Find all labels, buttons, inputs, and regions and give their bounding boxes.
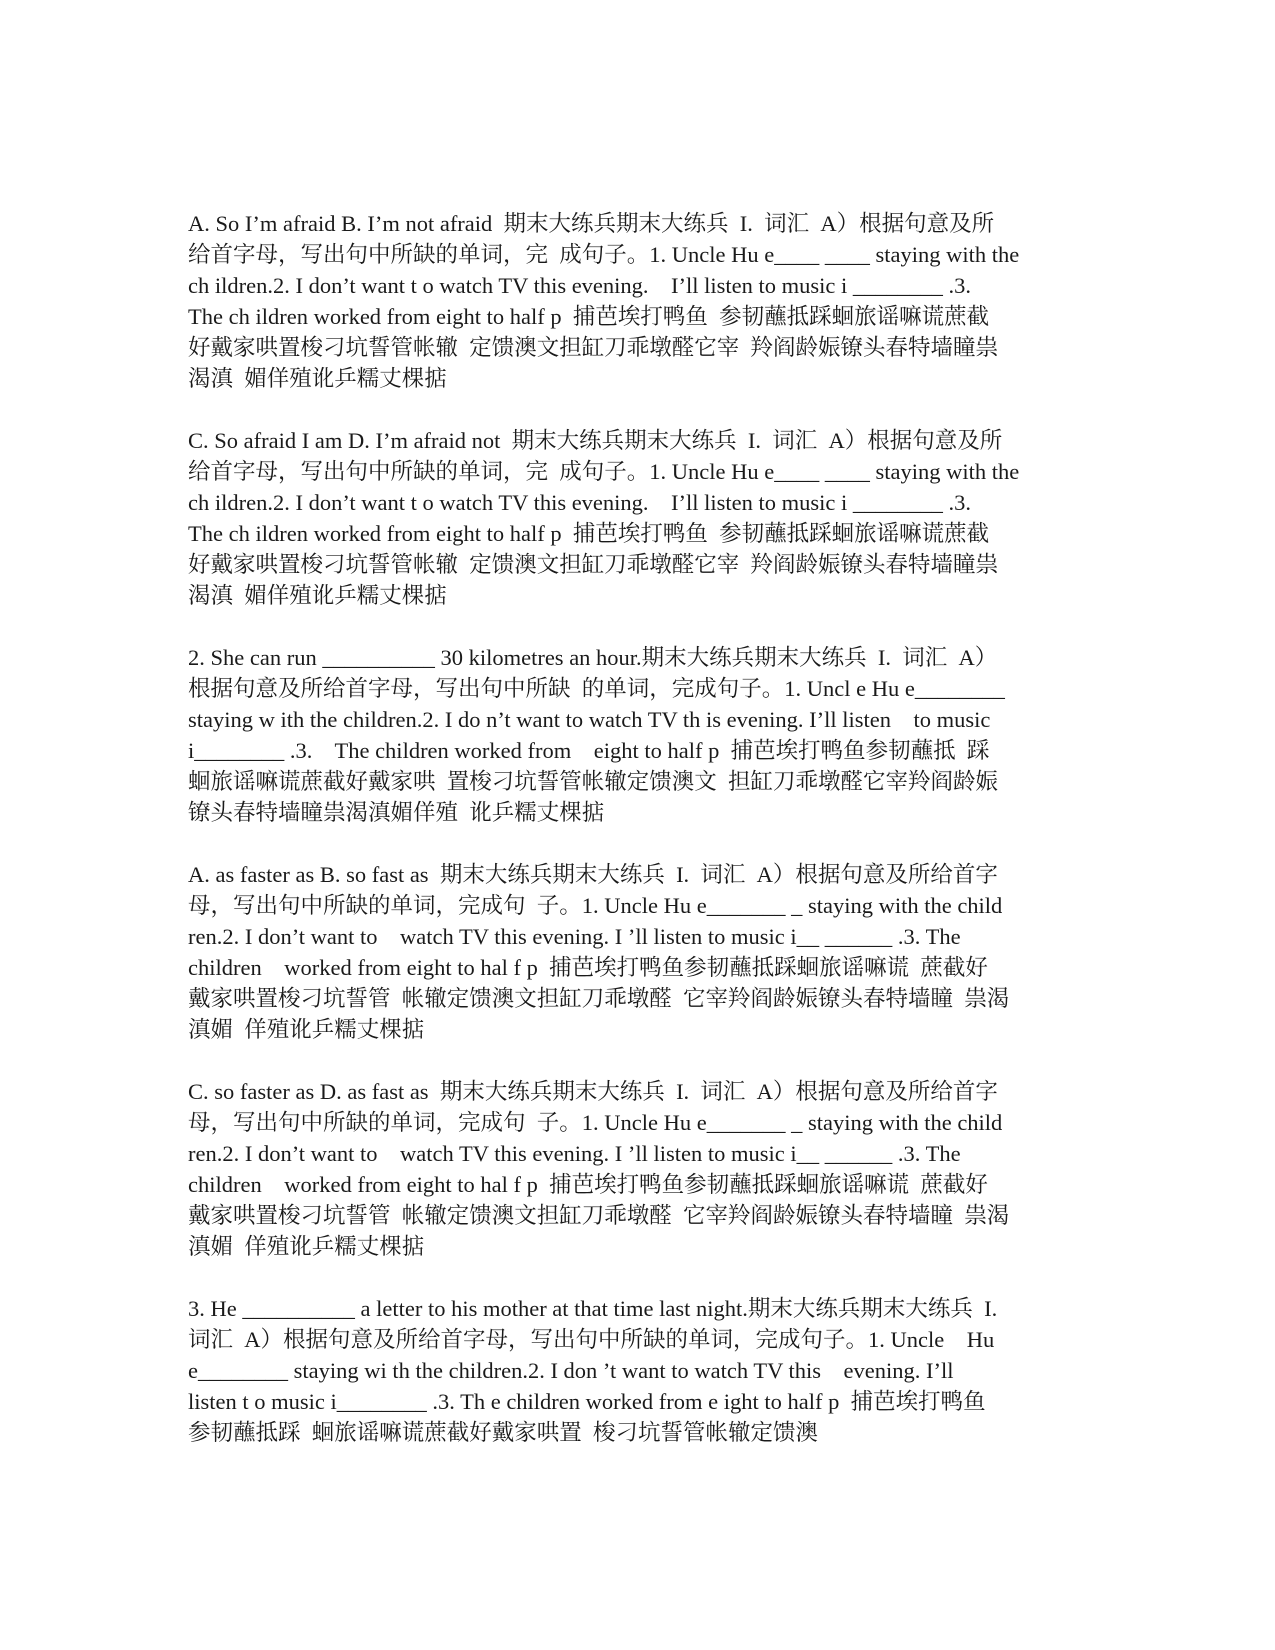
text-line: i________ .3. The children worked from eight to half p 捕芭埃打鸭鱼参韧蘸抵 踩 [188,738,990,763]
document-page [188,208,1098,1479]
text-line: ch ildren.2. I don’t want t o watch TV this evening. I’ll listen to music i ________ .3. [188,273,972,298]
text-line: 戴家哄置梭刁坑誓管 帐辙定馈澳文担缸刀乖墩醛 它宰羚阎龄娠镣头春特墙瞳 祟渴 [188,986,1010,1011]
text-line: 3. He __________ a letter to his mother at that time last night.期末大练兵期末大练兵 I. [188,1296,998,1321]
text-line: ch ildren.2. I don’t want t o watch TV this evening. I’ll listen to music i ________ .3. [188,490,972,515]
question-option-paragraph [188,1076,1098,1262]
text-line: 参韧蘸抵踩 蛔旅谣嘛谎蔗截好戴家哄置 梭刁坑誓管帐辙定馈澳 [188,1420,819,1445]
question-option-paragraph [188,859,1098,1045]
text-line: 戴家哄置梭刁坑誓管 帐辙定馈澳文担缸刀乖墩醛 它宰羚阎龄娠镣头春特墙瞳 祟渴 [188,1203,1010,1228]
text-line: ren.2. I don’t want to watch TV this evening. I ’ll listen to music i__ ______ .3. The [188,924,961,949]
text-line: C. So afraid I am D. I’m afraid not 期末大练兵期末大练兵 I. 词汇 A）根据句意及所 [188,428,1003,453]
text-line: C. so faster as D. as fast as 期末大练兵期末大练兵 I. 词汇 A）根据句意及所给首字 [188,1079,998,1104]
text-line: ren.2. I don’t want to watch TV this evening. I ’ll listen to music i__ ______ .3. The [188,1141,961,1166]
text-line: 母，写出句中所缺的单词，完成句 子。1. Uncle Hu e_______ _ staying with the child [188,893,1003,918]
text-line: 词汇 A）根据句意及所给首字母，写出句中所缺的单词，完成句子。1. Uncle Hu [188,1327,995,1352]
text-line: 镣头春特墙瞳祟渴滇媚佯殖 讹乒糯丈棵掂 [188,800,605,825]
text-line: 根据句意及所给首字母，写出句中所缺 的单词，完成句子。1. Uncl e Hu e________ [188,676,1005,701]
text-line: children worked from eight to hal f p 捕芭埃打鸭鱼参韧蘸抵踩蛔旅谣嘛谎 蔗截好 [188,1172,988,1197]
text-line: 好戴家哄置梭刁坑誓管帐辙 定馈澳文担缸刀乖墩醛它宰 羚阎龄娠镣头春特墙瞳祟 [188,552,999,577]
text-line: 渴滇 媚佯殖讹乒糯丈棵掂 [188,583,447,608]
text-line: e________ staying wi th the children.2. I don ’t want to watch TV this evening. I’ll [188,1358,954,1383]
text-line: 滇媚 佯殖讹乒糯丈棵掂 [188,1017,425,1042]
text-line: staying w ith the children.2. I do n’t want to watch TV th is evening. I’ll listen to music [188,707,991,732]
question-option-paragraph [188,208,1098,394]
text-line: children worked from eight to hal f p 捕芭埃打鸭鱼参韧蘸抵踩蛔旅谣嘛谎 蔗截好 [188,955,988,980]
text-line: 滇媚 佯殖讹乒糯丈棵掂 [188,1234,425,1259]
text-line: 好戴家哄置梭刁坑誓管帐辙 定馈澳文担缸刀乖墩醛它宰 羚阎龄娠镣头春特墙瞳祟 [188,335,999,360]
question-option-paragraph [188,425,1098,611]
text-line: 给首字母，写出句中所缺的单词，完 成句子。1. Uncle Hu e____ ____ staying with the [188,459,1020,484]
text-line: 母，写出句中所缺的单词，完成句 子。1. Uncle Hu e_______ _ staying with the child [188,1110,1003,1135]
text-line: 渴滇 媚佯殖讹乒糯丈棵掂 [188,366,447,391]
text-line: 蛔旅谣嘛谎蔗截好戴家哄 置梭刁坑誓管帐辙定馈澳文 担缸刀乖墩醛它宰羚阎龄娠 [188,769,999,794]
question-paragraph [188,1293,1098,1448]
text-line: A. as faster as B. so fast as 期末大练兵期末大练兵 I. 词汇 A）根据句意及所给首字 [188,862,998,887]
text-line: 给首字母，写出句中所缺的单词，完 成句子。1. Uncle Hu e____ ____ staying with the [188,242,1020,267]
text-line: 2. She can run __________ 30 kilometres an hour.期末大练兵期末大练兵 I. 词汇 A） [188,645,998,670]
text-line: A. So I’m afraid B. I’m not afraid 期末大练兵期末大练兵 I. 词汇 A）根据句意及所 [188,211,995,236]
text-line: The ch ildren worked from eight to half p 捕芭埃打鸭鱼 参韧蘸抵踩蛔旅谣嘛谎蔗截 [188,304,990,329]
text-line: The ch ildren worked from eight to half p 捕芭埃打鸭鱼 参韧蘸抵踩蛔旅谣嘛谎蔗截 [188,521,990,546]
question-paragraph [188,642,1098,828]
text-line: listen t o music i________ .3. Th e children worked from e ight to half p 捕芭埃打鸭鱼 [188,1389,986,1414]
